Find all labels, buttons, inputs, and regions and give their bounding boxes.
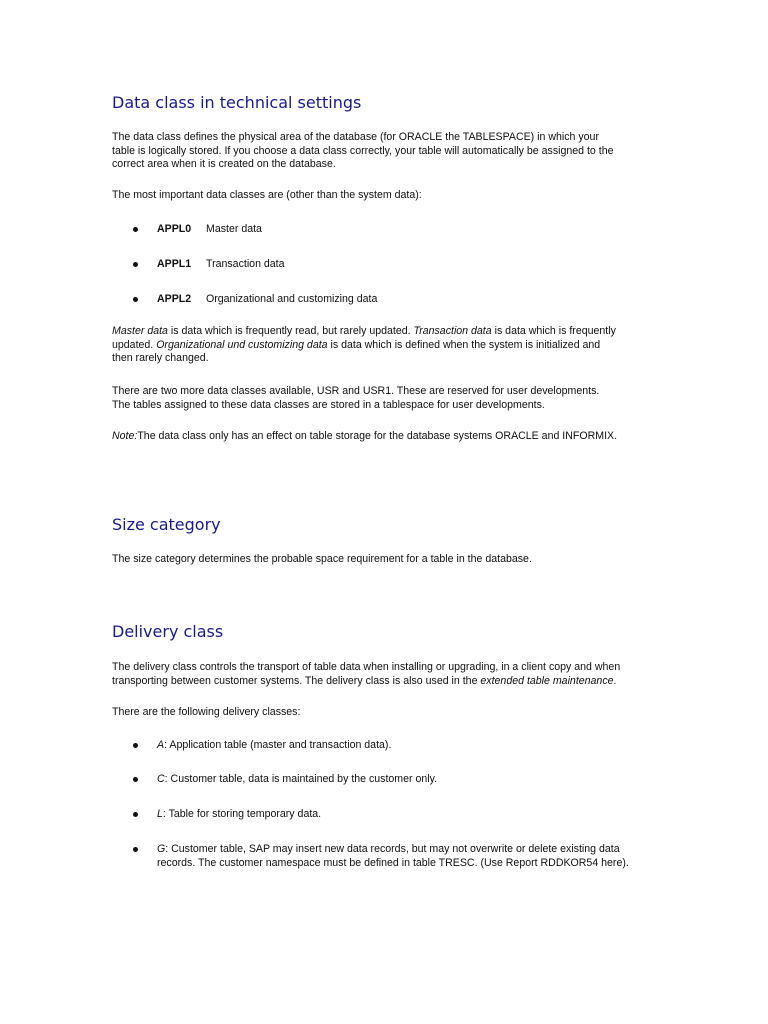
definition-text: is data which is frequently read, but rarely updated.	[167, 325, 414, 337]
delivery-class-intro	[112, 661, 657, 688]
delivery-intro-line-1: The delivery class controls the transport of table data when installing or upgrading, in a client copy and when	[112, 661, 621, 673]
delivery-class-item	[157, 808, 657, 822]
note-text: The data class only has an effect on table storage for the database systems ORACLE and INFORMIX.	[137, 430, 618, 442]
data-class-code: APPL1	[157, 258, 192, 270]
data-class-code: APPL2	[157, 293, 192, 305]
user-data-classes	[112, 385, 657, 412]
data-class-code: APPL0	[157, 223, 192, 235]
data-class-desc: Organizational and customizing data	[206, 293, 378, 305]
data-class-note	[112, 430, 657, 444]
definition-text: updated.	[112, 338, 157, 351]
intro-line-2: table is logically stored. If you choose a data class correctly, your table will automatically be assigned to the	[112, 144, 614, 157]
delivery-class-code: G	[157, 843, 166, 855]
delivery-class-code: A	[157, 739, 165, 751]
delivery-class-text: : Table for storing temporary data.	[162, 808, 322, 820]
bullet-icon	[133, 227, 138, 232]
delivery-intro-text: transporting between customer systems. The delivery class is also used in the	[112, 674, 481, 687]
bullet-icon	[133, 262, 138, 267]
usr-line-1: There are two more data classes available, USR and USR1. These are reserved for user developments.	[112, 385, 600, 397]
heading-size-category: Size category	[112, 515, 221, 534]
delivery-class-code: L	[157, 808, 163, 820]
size-category-text: The size category determines the probable space requirement for a table in the database.	[112, 553, 532, 565]
delivery-class-item	[157, 843, 635, 870]
data-class-intro	[112, 131, 657, 172]
definition-line-1	[112, 325, 657, 339]
term-extended-table-maintenance: extended table maintenance	[480, 674, 614, 687]
bullet-icon	[133, 297, 138, 302]
data-class-desc: Transaction data	[206, 258, 285, 270]
delivery-intro-text: .	[613, 674, 617, 687]
bullet-icon	[133, 777, 138, 782]
heading-data-class: Data class in technical settings	[112, 93, 362, 112]
term-master-data: Master data	[112, 325, 168, 337]
definition-line-3: then rarely changed.	[112, 352, 209, 365]
delivery-class-text: : Application table (master and transaction data).	[164, 739, 392, 751]
delivery-class-text: : Customer table, SAP may insert new data records, but may not overwrite or delete existing data records. The customer namespace must be defined in table TRESC. (Use Report RDDKOR54 here).	[157, 843, 629, 869]
term-organizational-data: Organizational und customizing data	[156, 338, 328, 351]
delivery-class-item	[157, 773, 657, 787]
definition-text: is data which is frequently	[491, 325, 616, 337]
intro-line-1: The data class defines the physical area of the database (for ORACLE the TABLESPACE) in which your	[112, 131, 599, 143]
data-class-desc: Master data	[206, 223, 262, 235]
bullet-icon	[133, 743, 138, 748]
delivery-class-item	[157, 739, 657, 753]
delivery-list-intro: There are the following delivery classes:	[112, 706, 301, 718]
delivery-class-text: : Customer table, data is maintained by the customer only.	[164, 773, 438, 785]
bullet-icon	[133, 847, 138, 852]
note-label: Note:	[112, 430, 138, 442]
delivery-intro-line-2	[112, 675, 657, 689]
intro-line-3: correct area when it is created on the database.	[112, 158, 336, 171]
data-class-list-intro: The most important data classes are (other than the system data):	[112, 189, 422, 201]
heading-delivery-class: Delivery class	[112, 622, 224, 641]
usr-line-2: The tables assigned to these data classes are stored in a tablespace for user developments.	[112, 398, 545, 411]
bullet-icon	[133, 812, 138, 817]
definition-line-2	[112, 339, 657, 353]
data-class-definitions	[112, 325, 657, 366]
delivery-class-code: C	[157, 773, 165, 785]
term-transaction-data: Transaction data	[413, 325, 492, 337]
definition-text: is data which is defined when the system is initialized and	[327, 338, 601, 351]
